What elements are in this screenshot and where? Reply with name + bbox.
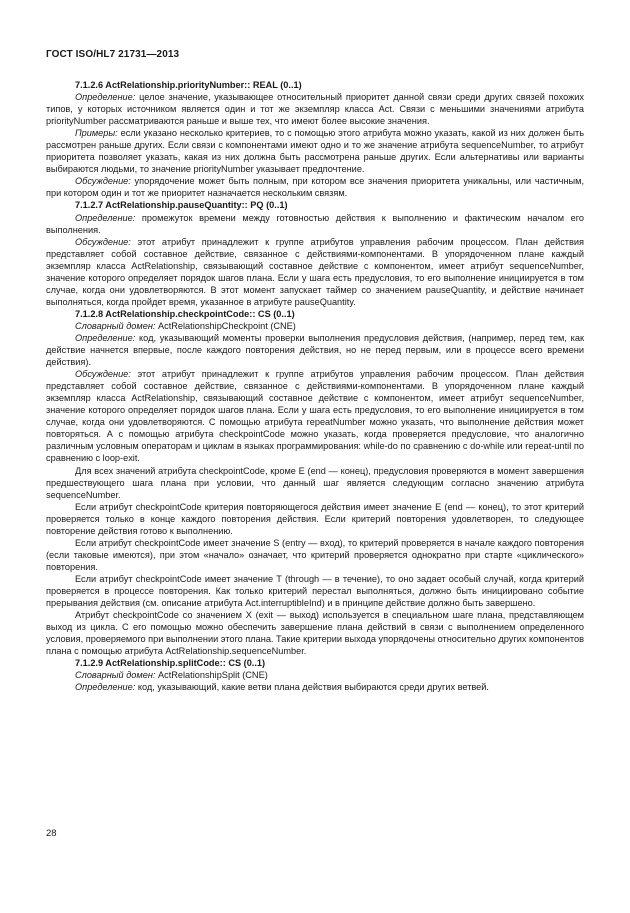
paragraph-text: ActRelationshipSplit (CNE) (155, 670, 268, 681)
paragraph-text: этот атрибут принадлежит к группе атрибутов управления рабочим процессом. План действия представляет собой составное действие, связанное с действиями-компонентами. В упорядоченном плане каждый экземпляр класса ActRelationship, связывающий составное действие с компонентом, имеет атрибут sequenceNumber, значение которого определяет порядок шагов плана. Если у шага есть предусловия, то его выполнение инициируется в том случае, когда они удовлетворяются. С помощью атрибута repeatNumber можно указать, что выполнение действия может повторяться. А с помощью атрибута checkpointCode можно указать, когда проверяется предусловие, что аналогично различным условным операторам и циклам в языках программирования: while-do по сравнению с do-while или repeat-until по сравнению с loop-exit. (46, 369, 584, 464)
body-paragraph (46, 465, 584, 501)
paragraph-text: код, указывающий, какие ветви плана действия выбираются среди других ветвей. (135, 682, 489, 693)
paragraph-text: код, указывающий моменты проверки выполнения предусловия действия, (например, перед тем, как действие начнется впервые, после каждого повторения действия, но не перед первым, или в процессе всего времени действия). (46, 332, 584, 368)
paragraph-text: промежуток времени между готовностью действия к выполнению и фактическим началом его выполнения. (46, 212, 584, 235)
body-paragraph (46, 236, 584, 308)
paragraph-label: Словарный домен: (75, 320, 156, 331)
paragraph-text: Если атрибут checkpointCode критерия повторяющегося действия имеет значение E (end — конец), то этот критерий проверяется только в конце каждого повторения действия. Если критерий повторения удовлетворен, то следующее повторение действия готово к выполнению. (46, 501, 584, 536)
paragraph-label: Определение: (75, 212, 136, 223)
body-paragraph (46, 669, 584, 681)
paragraph-label: Примеры: (75, 128, 118, 139)
body-paragraph (46, 501, 584, 537)
body-paragraph (46, 332, 584, 368)
body-paragraph (46, 212, 584, 236)
paragraph-text: Если атрибут checkpointCode имеет значение T (through — в течение), то оно задает особый случай, когда критерий проверяется в процессе повторения. Как только критерий перестал выполняться, должно быть инициировано событие прерывания действия (см. описание атрибута Act.interruptibleInd) и в принципе действие должно быть завершено. (46, 573, 584, 609)
paragraph-label: Определение: (75, 92, 136, 103)
body-paragraph (46, 573, 584, 609)
body-paragraph (46, 368, 584, 464)
paragraph-text: если указано несколько критериев, то с помощью этого атрибута можно указать, какой из них должен быть рассмотрен раньше других. Если связи с компонентами имеют одно и то же значение атрибута sequenceNumber, то атрибут приоритета позволяет указать, какая из них должна быть рассмотрена раньше других. Если альтернативы или варианты выбираются людьми, то значение priorityNumber указывает предпочтение. (46, 128, 584, 175)
paragraph-label: Определение: (75, 332, 136, 343)
paragraph-label: Словарный домен: (75, 670, 156, 681)
paragraph-label: Обсуждение: (75, 369, 131, 380)
body-paragraph (46, 127, 584, 175)
body-paragraph (46, 537, 584, 573)
section-heading: 7.1.2.6 ActRelationship.priorityNumber:: REAL (0..1) (75, 80, 302, 90)
body-paragraph (46, 609, 584, 657)
paragraph-text: Атрибут checkpointCode со значением X (exit — выход) используется в специальном шаге плана, представляющем выход из цикла. С его помощью можно обеспечить завершение плана действий в связи с выполнением определенного условия, проверяемого при выполнении этого плана. Такие критерии выхода упорядочены относительно других компонентов плана с помощью атрибута ActRelationship.sequenceNumber. (46, 610, 584, 657)
body-paragraph (46, 91, 584, 127)
body-paragraph (46, 175, 584, 199)
paragraph-text: Для всех значений атрибута checkpointCode, кроме E (end — конец), предусловия проверяются в момент завершения предшествующего шага плана при условии, что данный шаг является следующим согласно значению атрибута sequenceNumber. (46, 465, 584, 500)
body-paragraph (46, 320, 584, 332)
paragraph-text: Если атрибут checkpointCode имеет значение S (entry — вход), то критерий проверяется в начале каждого повторения (если таковые имеются), при этом «начало» означает, что критерий проверяется однократно при старте «циклического» повторения. (46, 537, 584, 572)
paragraph-label: Обсуждение: (75, 236, 131, 247)
paragraph-label: Обсуждение: (75, 176, 131, 187)
paragraph-label: Определение: (75, 682, 136, 693)
paragraph-text: упорядочение может быть полным, при котором все значения приоритета уникальны, или частичным, при котором один и тот же приоритет назначается нескольким связям. (46, 176, 584, 199)
paragraph-text: целое значение, указывающее относительный приоритет данной связи среди других связей похожих типов, у которых источником является один и тот же экземпляр класса Act. Связи с меньшими значениями атрибута priorityNumber рассматриваются раньше и выше тех, что имеют более высокие значения. (46, 92, 584, 127)
paragraph-text: этот атрибут принадлежит к группе атрибутов управления рабочим процессом. План действия представляет собой составное действие, связанное с действиями-компонентами. В упорядоченном плане каждый экземпляр класса ActRelationship, связывающий составное действие с компонентом, имеет атрибут sequenceNumber, значение которого определяет порядок шагов плана. Если у шага есть предусловия, то его выполнение инициируется в том случае, когда они удовлетворяются. В этот момент запускает таймер со значением pauseQuantity, и действие начинает выполняться, когда пройдет время, указанное в атрибуте pauseQuantity. (46, 236, 584, 307)
section-heading: 7.1.2.8 ActRelationship.checkpointCode:: CS (0..1) (75, 308, 295, 319)
body-paragraph (46, 681, 584, 693)
paragraph-text: ActRelationshipCheckpoint (CNE) (155, 320, 296, 331)
page-header-title: ГОСТ ISO/HL7 21731—2013 (46, 49, 180, 60)
section-heading: 7.1.2.7 ActRelationship.pauseQuantity:: PQ (0..1) (75, 200, 288, 211)
page-number: 28 (46, 828, 57, 839)
section-heading: 7.1.2.9 ActRelationship.splitCode:: CS (0..1) (75, 658, 266, 669)
document-body (46, 79, 584, 693)
